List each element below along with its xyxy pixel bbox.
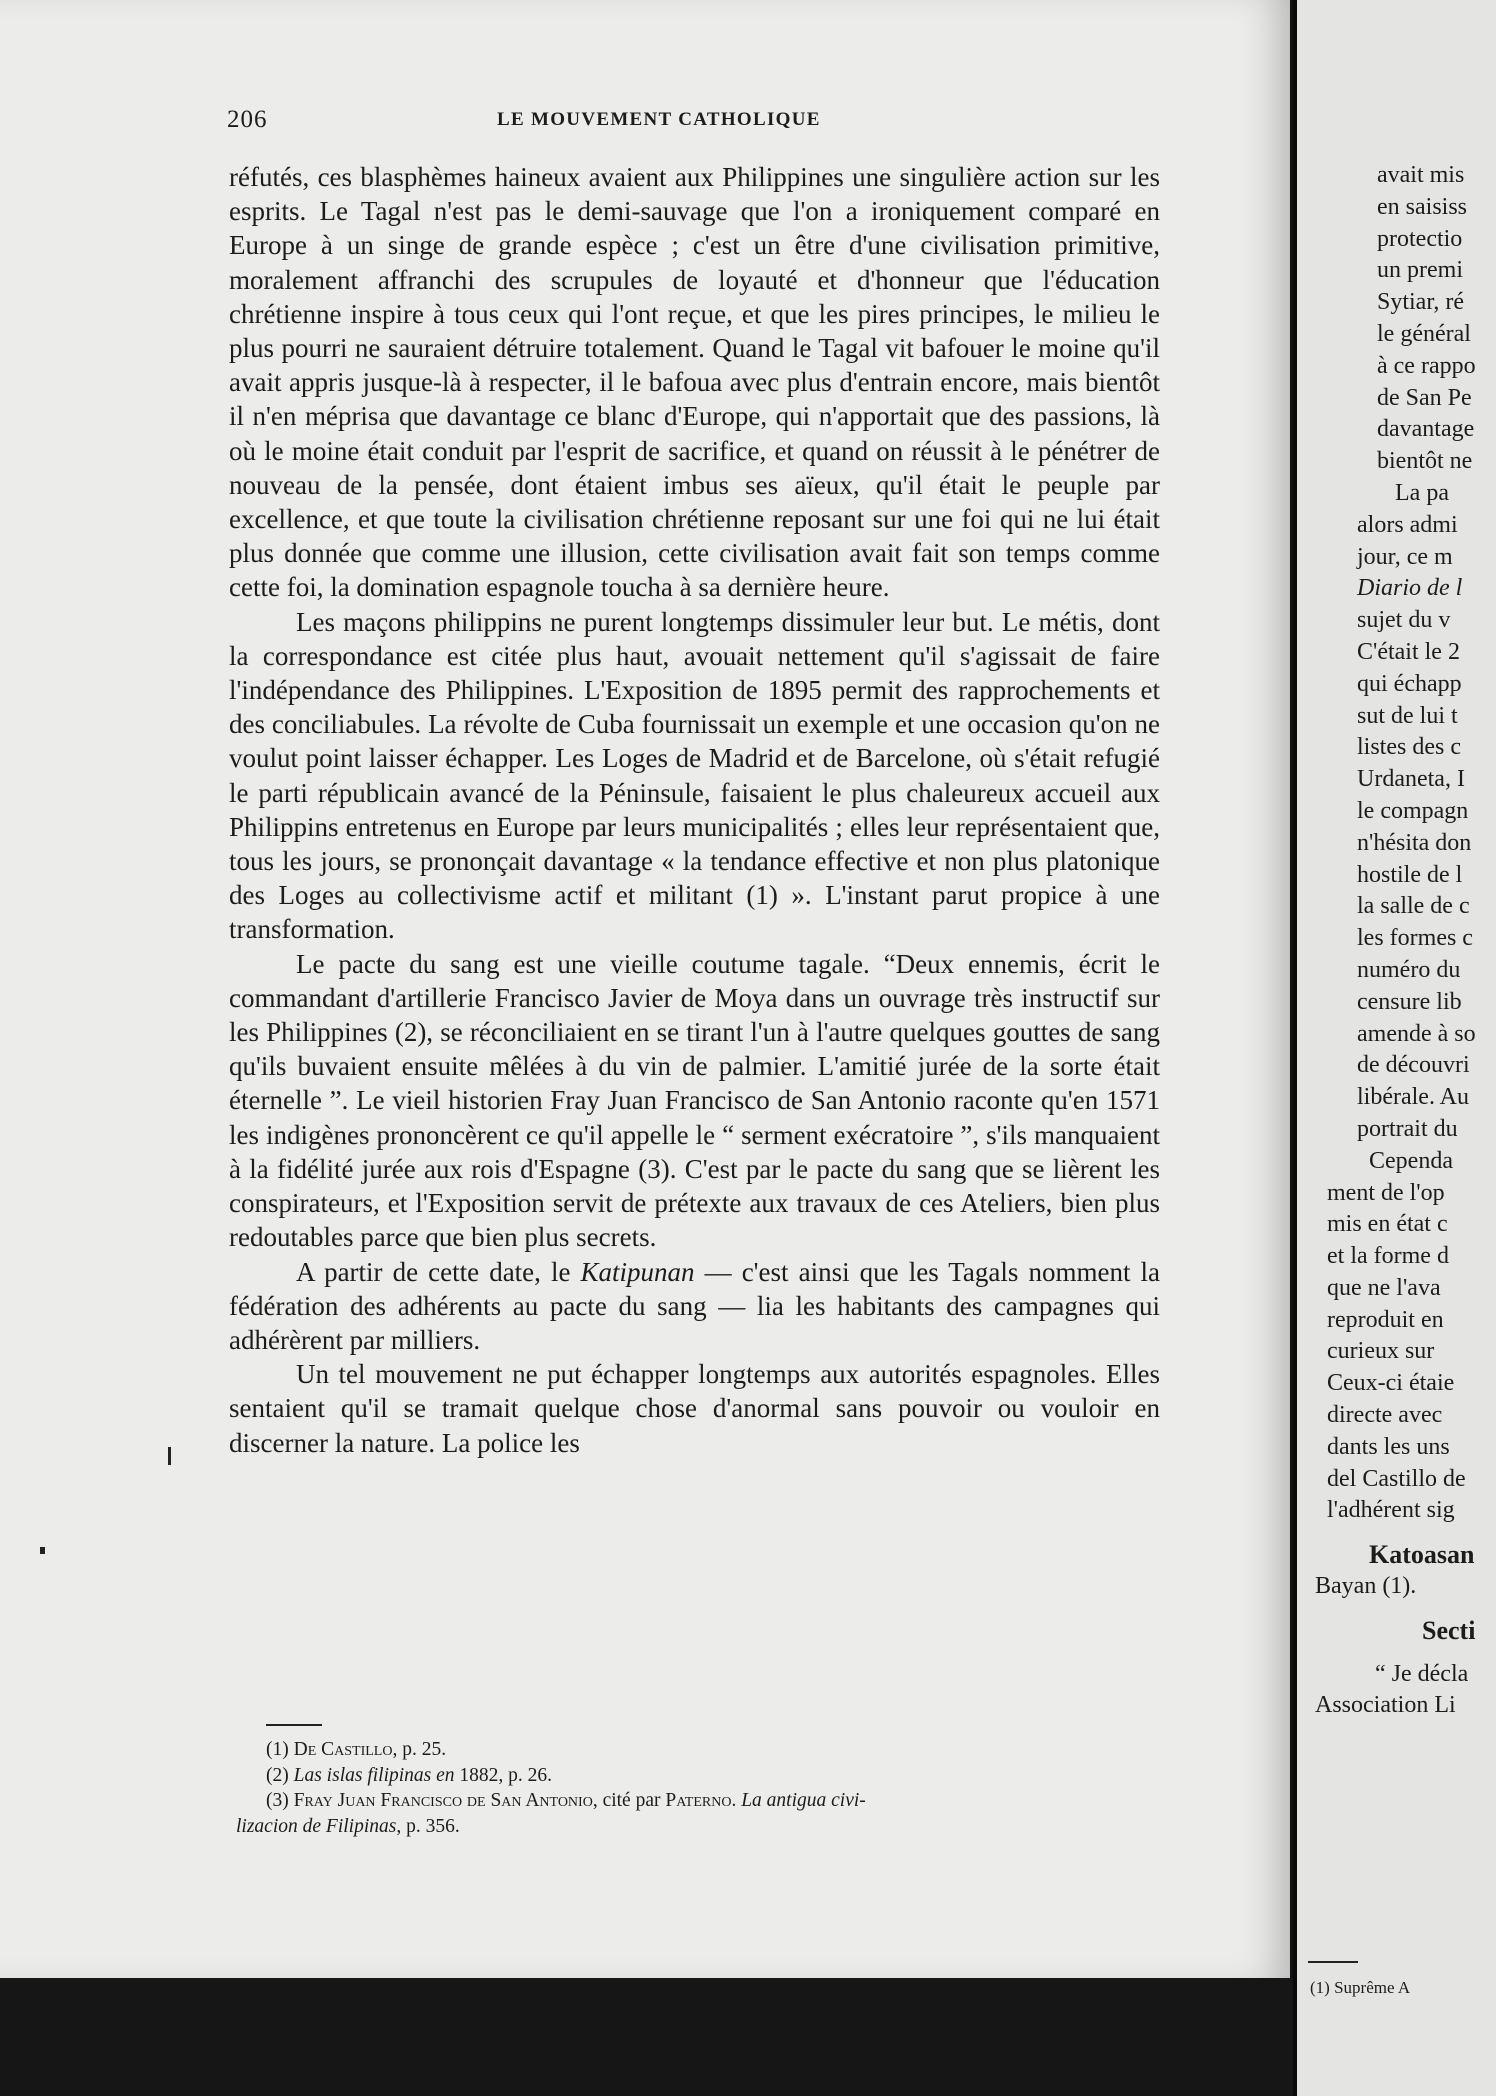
- page-number: 206: [227, 106, 268, 133]
- right-page-text: [1297, 160, 1496, 1722]
- margin-mark: [40, 1547, 45, 1554]
- text-line: dants les uns: [1327, 1433, 1450, 1460]
- text-run: — c'est ainsi que les Tagals nomment la fédération des adhérents au pacte du sang — lia les habitants des campagnes qui adhérèrent par milliers.: [229, 1256, 1160, 1355]
- text-line: jour, ce m: [1357, 543, 1453, 570]
- footnote-number: (2): [266, 1764, 289, 1786]
- footnote-rule: [266, 1724, 322, 1726]
- text-line: bientôt ne: [1377, 448, 1473, 475]
- text-line: n'hésita don: [1357, 829, 1472, 856]
- footnote-text: , p. 25.: [392, 1739, 447, 1760]
- paragraph: Le pacte du sang est une vieille coutume tagale. “Deux ennemis, écrit le commandant d'artillerie Francisco Javier de Moya dans un ouvrage très instructif sur les Philippines (2), se réconciliaient en se tirant l'un à l'autre quelques gouttes de sang qu'ils buvaient ensuite mêlées à du vin de palmier. L'amitié jurée de la sorte était éternelle ”. Le vieil historien Fray Juan Francisco de San Antonio raconte qu'en 1571 les indigènes prononcèrent ce qu'il appelle le “ serment exécratoire ”, s'ils manquaient à la fidélité jurée aux rois d'Espagne (3). C'est par le pacte du sang que se lièrent les conspirateurs, et l'Exposition servit de prétexte aux travaux de ces Ateliers, bien plus redoutables parce que bien plus secrets.: [229, 948, 1160, 1253]
- footnote-author: De Castillo: [293, 1739, 393, 1760]
- paragraph: Les maçons philippins ne purent longtemps dissimuler leur but. Le métis, dont la correspondance est citée plus haut, avouait nettement qu'il s'agissait de faire l'indépendance des Philippines. L'Exposition de 1895 permit des rapprochements et des conciliabules. La révolte de Cuba fournissait un exemple et une occasion qu'on ne voulut point laisser échapper. Les Loges de Madrid et de Barcelone, où s'était refugié le parti républicain avancé de la Péninsule, faisaient le plus chaleureux accueil aux Philippins entretenus en Europe par leurs municipalités ; elles leur représentaient que, tous les jours, se prononçait davantage « la tendance effective et non plus platonique des Loges au collectivisme actif et militant (1) ». L'instant parut propice à une transformation.: [229, 606, 1160, 945]
- footnote-title: La antigua civi-: [741, 1790, 866, 1811]
- right-footnote: (1) Suprême A: [1310, 1978, 1411, 1997]
- text-line: avait mis: [1377, 162, 1465, 188]
- emphasis-katipunan: Katipunan: [580, 1256, 695, 1287]
- scan-background: [0, 1978, 1293, 2096]
- text-line: mis en état c: [1327, 1211, 1448, 1238]
- text-line: numéro du: [1357, 956, 1461, 983]
- footnote-3: (3) Fray Juan Francisco de San Antonio, cité par Paterno. La antigua civi-: [266, 1790, 866, 1811]
- running-head: [0, 106, 1290, 136]
- text-line: directe avec: [1327, 1402, 1443, 1429]
- text-line: de découvri: [1357, 1052, 1470, 1079]
- text-line: et la forme d: [1327, 1243, 1449, 1270]
- text-line: un premi: [1377, 257, 1463, 284]
- paragraph: réfutés, ces blasphèmes haineux avaient aux Philippines une singulière action sur les esprits. Le Tagal n'est pas le demi-sauvage que l'on a ironiquement comparé en Europe à un singe de grande espèce ; c'est un être d'une civilisation primitive, moralement affranchi des scrupules de loyauté et d'honneur que l'éducation chrétienne inspire à tous ceux qui l'ont reçue, et que les pires principes, le milieu le plus pourri ne sauraient détruire totalement. Quand le Tagal vit bafouer le moine qu'il avait appris jusque-là à respecter, il le bafoua avec plus d'entrain encore, mais bientôt il n'en méprisa que davantage ce blanc d'Europe, qui n'apportait que des passions, là où le moine était conduit par l'esprit de sacrifice, et quand on réussit à le pénétrer de nouveau de la pensée, dont étaient imbus ses aïeux, qu'il était le peuple par excellence, et que toute la civilisation chrétienne reposant sur une foi qui ne lui était plus donnée que comme une illusion, cette civilisation avait fait son temps comme cette foi, la domination espagnole toucha à sa dernière heure.: [229, 162, 1160, 603]
- text-line: qui échapp: [1357, 670, 1462, 697]
- text-line: sujet du v: [1357, 607, 1451, 634]
- text-line: la salle de c: [1357, 893, 1470, 920]
- right-block-a: [1297, 160, 1496, 478]
- text-line: censure lib: [1357, 988, 1462, 1015]
- text-line: La pa: [1395, 479, 1449, 506]
- text-line: de San Pe: [1377, 384, 1472, 411]
- right-subheading: Bayan (1).: [1315, 1573, 1417, 1600]
- footnote-text: , p. 356.: [396, 1815, 460, 1837]
- text-line: Sytiar, ré: [1377, 289, 1465, 316]
- text-line: Cependa: [1369, 1147, 1453, 1174]
- footnote-text: 1882, p. 26.: [454, 1764, 553, 1786]
- text-line: C'était le 2: [1357, 638, 1460, 665]
- footnote-text: , cité par: [592, 1790, 666, 1811]
- paragraph-katipunan: [229, 1255, 1160, 1358]
- text-line: ment de l'op: [1327, 1179, 1445, 1206]
- text-line: listes des c: [1357, 734, 1461, 761]
- text-line: hostile de l: [1357, 861, 1463, 888]
- right-page: [1293, 0, 1496, 2096]
- footnote-number: (3): [266, 1790, 289, 1811]
- footnote-rule: [1308, 1961, 1358, 1963]
- footnote-title: Las islas filipinas en: [293, 1764, 455, 1786]
- text-line: portrait du: [1357, 1115, 1458, 1142]
- text-line: le compagn: [1357, 797, 1469, 824]
- text-line: curieux sur: [1327, 1338, 1435, 1365]
- footnote-3-continued: [236, 1814, 1166, 1840]
- text-line: protectio: [1377, 225, 1463, 252]
- footnote-title: lizacion de Filipinas: [236, 1815, 397, 1837]
- paragraph: Un tel mouvement ne put échapper longtemps aux autorités espagnoles. Elles sentaient qu'il se tramait quelque chose d'anormal sans pouvoir ou vouloir en discerner la nature. La police les: [229, 1359, 1160, 1458]
- right-heading: Katoasan: [1369, 1540, 1475, 1570]
- text-line: à ce rappo: [1377, 352, 1476, 379]
- text-line: l'adhérent sig: [1327, 1497, 1455, 1524]
- text-line: Association Li: [1315, 1692, 1456, 1719]
- right-block-c: [1297, 1146, 1496, 1528]
- margin-mark: [168, 1447, 171, 1465]
- text-run: A partir de cette date, le: [296, 1256, 581, 1287]
- text-line: en saisiss: [1377, 193, 1467, 220]
- text-line: davantage: [1377, 416, 1475, 443]
- text-line: amende à so: [1357, 1020, 1476, 1047]
- text-line: que ne l'ava: [1327, 1274, 1441, 1301]
- text-line: “ Je décla: [1375, 1660, 1469, 1687]
- text-line: Ceux-ci étaie: [1327, 1370, 1455, 1397]
- text-line: Diario de l: [1357, 575, 1463, 602]
- body-text: [229, 160, 1160, 1460]
- running-head-title: LE MOUVEMENT CATHOLIQUE: [497, 109, 821, 130]
- right-block-b: [1297, 478, 1496, 1146]
- text-line: sut de lui t: [1357, 702, 1458, 729]
- footnote-author: Fray Juan Francisco de San Antonio: [293, 1790, 593, 1811]
- footnotes: [236, 1737, 1166, 1839]
- text-line: del Castillo de: [1327, 1465, 1466, 1492]
- text-line: alors admi: [1357, 511, 1458, 538]
- text-line: les formes c: [1357, 925, 1473, 952]
- text-line: le général: [1377, 320, 1471, 347]
- footnote-2: [266, 1763, 1166, 1789]
- footnote-author: Paterno: [665, 1790, 732, 1811]
- text-line: libérale. Au: [1357, 1084, 1469, 1111]
- right-section-heading: Secti: [1422, 1615, 1476, 1645]
- text-line: Urdaneta, I: [1357, 766, 1465, 793]
- footnote-number: (1): [266, 1739, 289, 1760]
- footnote-1: [266, 1737, 1166, 1763]
- text-line: reproduit en: [1327, 1306, 1444, 1333]
